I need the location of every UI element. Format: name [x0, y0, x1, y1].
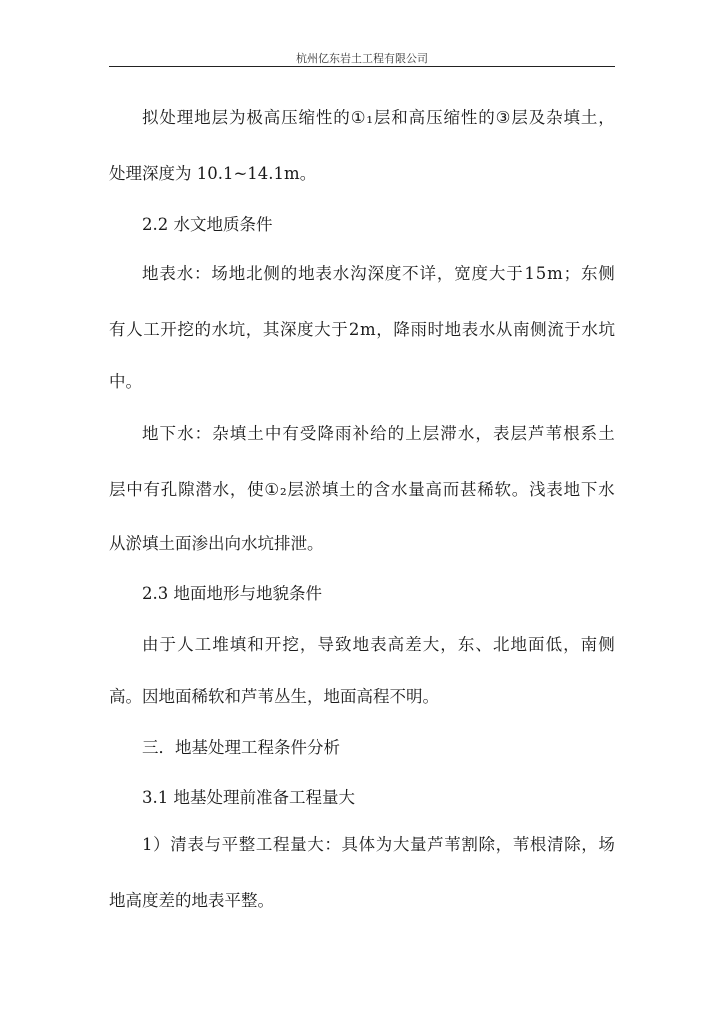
text-line: 处理深度为 10.1~14.1m。: [109, 164, 317, 183]
text-line: 从淤填土面渗出向水坑排泄。: [109, 534, 324, 553]
text-line: 3.1 地基处理前准备工程量大: [142, 788, 355, 807]
text-line: 高。因地面稀软和芦苇丛生，地面高程不明。: [109, 687, 439, 706]
text-line: 2.3 地面地形与地貌条件: [142, 584, 322, 603]
text-line: 1 ） 清 表 与 平 整 工 程 量 大 ： 具 体 为 大 量 芦 苇 割 除 ， 苇 根 清 除 ， 场: [142, 835, 615, 854]
page-header: 杭州亿东岩土工程有限公司: [296, 52, 428, 65]
text-line: 2.2 水文地质条件: [142, 215, 273, 234]
text-line: 三．地基处理工程条件分析: [142, 738, 340, 757]
text-line: 拟 处 理 地 层 为 极 高 压 缩 性 的 ① ₁ 层 和 高 压 缩 性 的 ③ 层 及 杂 填 土 ，: [142, 108, 615, 127]
text-line: 地 下 水 ： 杂 填 土 中 有 受 降 雨 补 给 的 上 层 滞 水 ， 表 层 芦 苇 根 系 土: [142, 424, 615, 443]
text-line: 地高度差的地表平整。: [109, 891, 274, 910]
text-line: 有 人 工 开 挖 的 水 坑 ， 其 深 度 大 于 2 m ， 降 雨 时 地 表 水 从 南 侧 流 于 水 坑: [109, 320, 615, 339]
text-line: 中。: [109, 372, 142, 391]
header-divider: [109, 66, 615, 67]
text-line: 由 于 人 工 堆 填 和 开 挖 ， 导 致 地 表 高 差 大 ， 东 、 北 地 面 低 ， 南 侧: [142, 635, 615, 654]
text-line: 地 表 水 ： 场 地 北 侧 的 地 表 水 沟 深 度 不 详 ， 宽 度 大 于 1 5 m ； 东 侧: [142, 264, 615, 283]
text-line: 层 中 有 孔 隙 潜 水 ， 使 ① ₂ 层 淤 填 土 的 含 水 量 高 而 甚 稀 软 。 浅 表 地 下 水: [109, 480, 615, 499]
